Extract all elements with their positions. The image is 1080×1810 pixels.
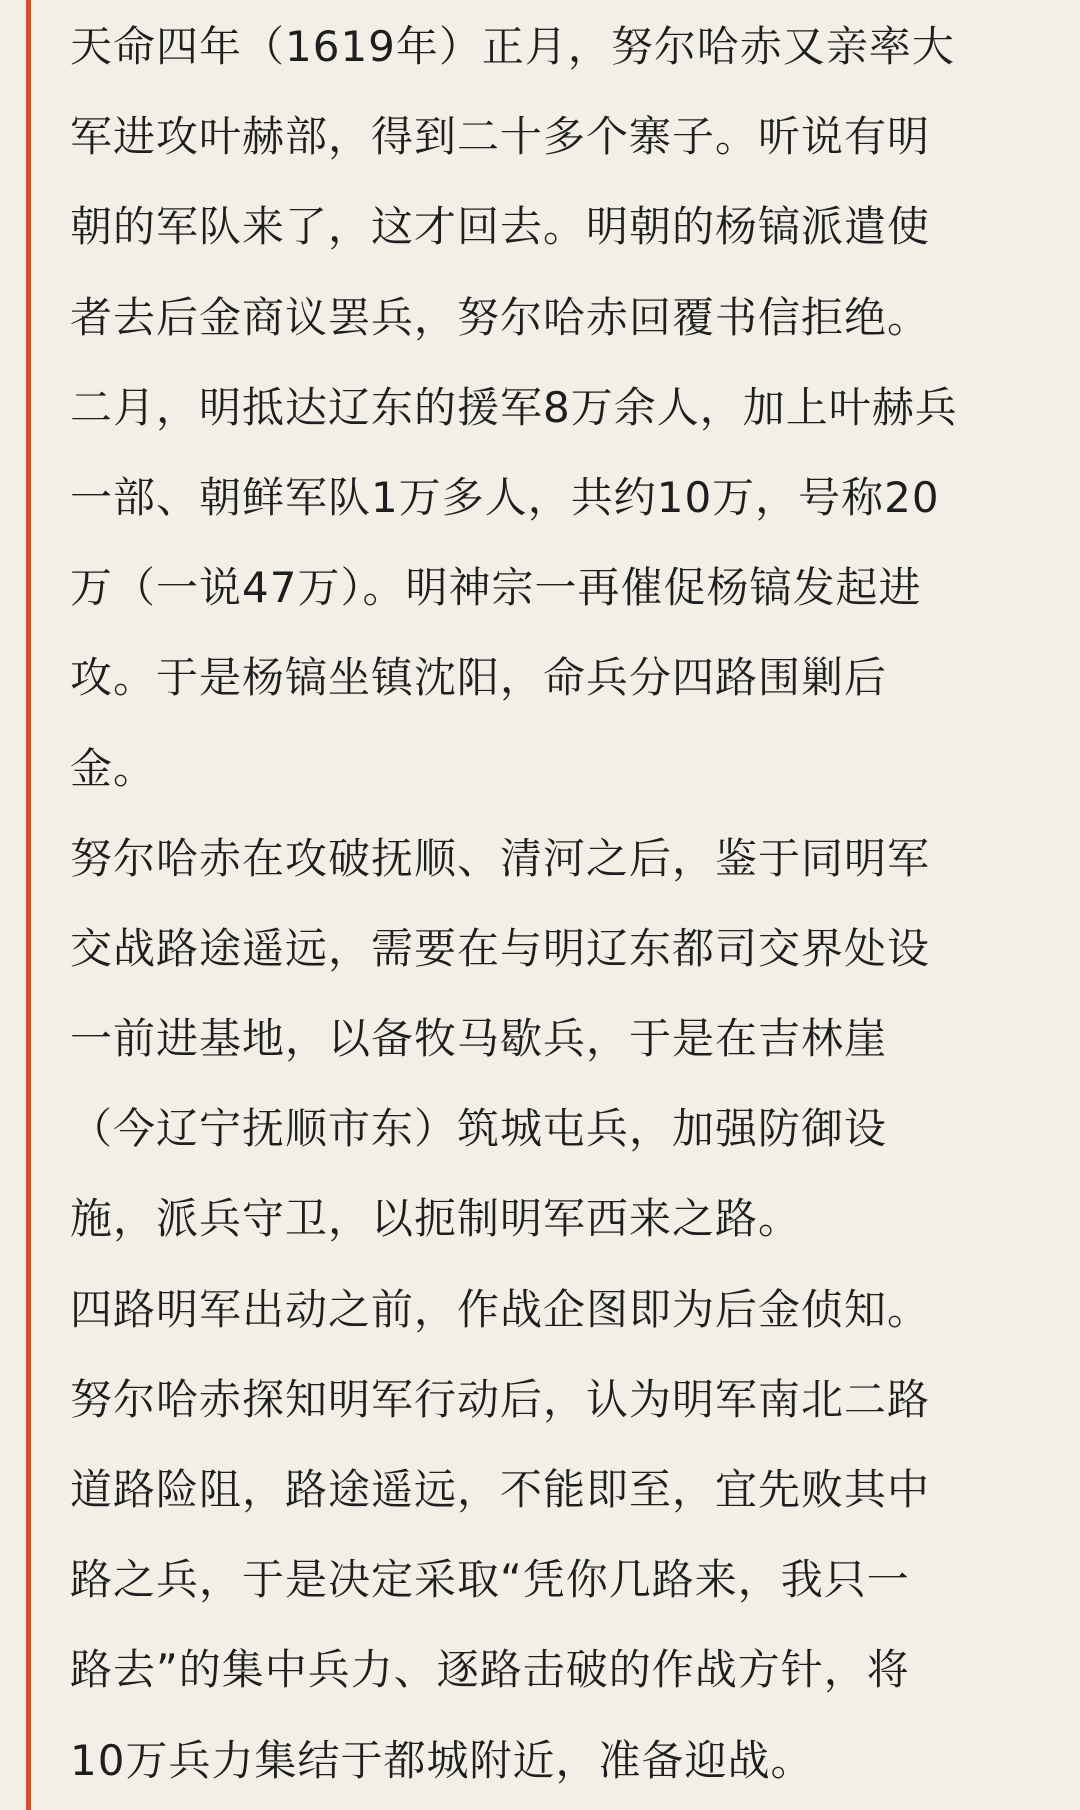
text-line: 一部、朝鲜军队1万多人，共约10万，号称20 <box>70 472 940 522</box>
paragraph-1 <box>70 2 1070 363</box>
text-line: 二月，明抵达辽东的援军8万余人，加上叶赫兵 <box>70 382 958 432</box>
text-line: 朝的军队来了，这才回去。明朝的杨镐派遣使 <box>70 202 931 252</box>
text-line: 一前进基地，以备牧马歇兵，于是在吉林崖 <box>70 1014 888 1064</box>
text-line: 交战路途遥远，需要在与明辽东都司交界处设 <box>70 923 931 973</box>
text-line: 军进攻叶赫部，得到二十多个寨子。听说有明 <box>70 112 931 162</box>
paragraph-4 <box>70 1265 1070 1355</box>
text-line: 者去后金商议罢兵，努尔哈赤回覆书信拒绝。 <box>70 292 931 342</box>
text-line: 天命四年（1619年）正月，努尔哈赤又亲率大 <box>70 22 955 71</box>
text-line: 万（一说47万）。明神宗一再催促杨镐发起进 <box>70 563 922 613</box>
text-line: 10万兵力集结于都城附近，准备迎战。 <box>70 1735 814 1785</box>
text-line: 路之兵，于是决定采取“凭你几路来，我只一 <box>70 1555 910 1605</box>
text-line: 努尔哈赤在攻破抚顺、清河之后，鉴于同明军 <box>70 833 931 883</box>
text-line: 路去”的集中兵力、逐路击破的作战方针，将 <box>70 1645 910 1695</box>
paragraph-2 <box>70 363 1070 814</box>
text-line: 道路险阻，路途遥远，不能即至，宜先败其中 <box>70 1465 931 1514</box>
text-line: 努尔哈赤探知明军行动后，认为明军南北二路 <box>70 1374 931 1424</box>
accent-rule <box>26 0 31 1810</box>
text-line: 金。 <box>70 743 157 793</box>
text-line: 施，派兵守卫，以扼制明军西来之路。 <box>70 1194 802 1244</box>
paragraph-5 <box>70 1355 1070 1806</box>
text-line: 攻。于是杨镐坐镇沈阳，命兵分四路围剿后 <box>70 653 888 703</box>
article-body <box>70 2 1070 1806</box>
paragraph-3 <box>70 814 1070 1265</box>
text-line: 四路明军出动之前，作战企图即为后金侦知。 <box>70 1284 931 1334</box>
text-line: （今辽宁抚顺市东）筑城屯兵，加强防御设 <box>70 1104 888 1154</box>
